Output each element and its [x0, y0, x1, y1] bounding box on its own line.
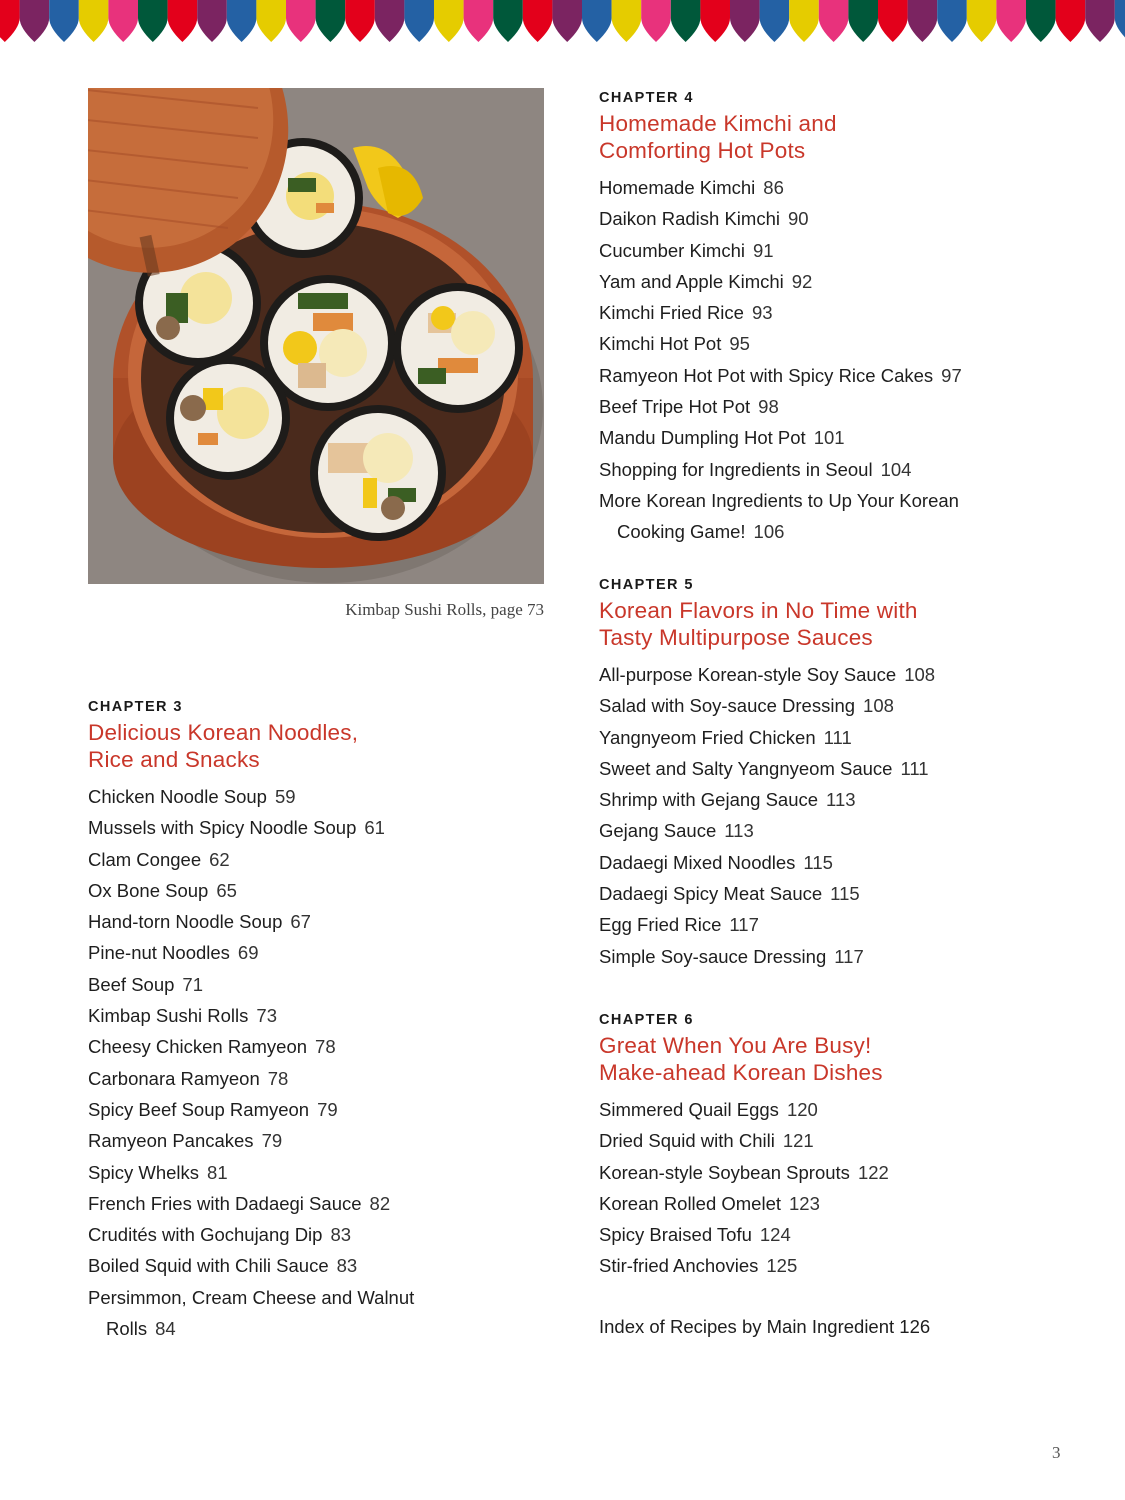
entry-title: Boiled Squid with Chili Sauce — [88, 1255, 329, 1277]
entry-title: Pine-nut Noodles — [88, 942, 230, 964]
entry-title: Crudités with Gochujang Dip — [88, 1224, 323, 1246]
toc-entry[interactable] — [599, 815, 1099, 846]
entry-title: Sweet and Salty Yangnyeom Sauce — [599, 757, 893, 779]
banner-scallop — [197, 0, 227, 42]
toc-entry[interactable] — [599, 454, 1099, 485]
entry-page: 115 — [830, 883, 860, 905]
toc-entry[interactable] — [88, 969, 558, 1000]
toc-entry[interactable] — [599, 847, 1099, 878]
banner-scallop — [1085, 0, 1115, 42]
toc-entry[interactable] — [88, 1282, 558, 1313]
entry-title: Mussels with Spicy Noodle Soup — [88, 817, 357, 839]
entry-page: 65 — [216, 879, 237, 901]
toc-entry[interactable] — [599, 878, 1099, 909]
entry-page: 113 — [724, 820, 754, 842]
entry-page: 101 — [813, 427, 845, 449]
banner-scallop — [20, 0, 50, 42]
toc-entry[interactable] — [599, 1250, 1099, 1281]
chapter-3-section — [88, 698, 558, 1344]
banner-scallop — [908, 0, 938, 42]
banner-scallop — [700, 0, 730, 42]
banner-scallop — [789, 0, 819, 42]
chapter-label: CHAPTER 6 — [599, 1012, 694, 1028]
entry-title: Shrimp with Gejang Sauce — [599, 789, 819, 811]
kimbap-photo — [88, 88, 544, 584]
chapter-title: Delicious Korean Noodles, Rice and Snacks — [88, 720, 359, 772]
toc-entry[interactable] — [599, 722, 1099, 753]
entry-title: Beef Soup — [88, 973, 175, 995]
banner-scallop — [671, 0, 701, 42]
banner-scallop — [434, 0, 464, 42]
page-number: 3 — [1052, 1443, 1061, 1462]
entry-page: 104 — [880, 458, 912, 480]
entry-title: Carbonara Ramyeon — [88, 1067, 260, 1089]
entry-page: 121 — [782, 1130, 814, 1152]
entry-title: Cheesy Chicken Ramyeon — [88, 1036, 308, 1058]
banner-scallop — [256, 0, 286, 42]
entry-page: 123 — [789, 1192, 820, 1214]
entry-title: Homemade Kimchi — [599, 177, 756, 198]
toc-entry[interactable] — [88, 812, 558, 843]
entry-page: 62 — [209, 848, 230, 870]
chapter-title: Great When You Are Busy! Make-ahead Korean Dishes — [599, 1033, 883, 1085]
entry-title: Spicy Braised Tofu — [599, 1224, 752, 1246]
entry-title: French Fries with Dadaegi Sauce — [88, 1192, 362, 1214]
entry-title: Spicy Whelks — [88, 1161, 200, 1183]
banner-scallop — [49, 0, 79, 42]
banner-scallop — [819, 0, 849, 42]
toc-entry[interactable] — [599, 297, 1099, 328]
entry-title: All-purpose Korean-style Soy Sauce — [599, 664, 897, 685]
chapter-label: CHAPTER 3 — [88, 699, 183, 715]
banner-scallop — [878, 0, 908, 42]
toc-entry[interactable] — [88, 1094, 558, 1125]
entry-title: Ox Bone Soup — [88, 879, 209, 901]
entry-page: 83 — [336, 1255, 358, 1277]
toc-entry[interactable] — [599, 753, 1099, 784]
entry-title: Ramyeon Pancakes — [88, 1130, 254, 1152]
toc-entry[interactable] — [599, 422, 1099, 453]
banner-scallop — [464, 0, 494, 42]
entry-title: Korean Rolled Omelet — [599, 1192, 782, 1214]
toc-entries — [88, 781, 558, 1344]
banner-scallop — [1115, 0, 1125, 42]
banner-scallop — [967, 0, 997, 42]
chapter-6-section — [599, 1011, 1099, 1282]
entry-title: Mandu Dumpling Hot Pot — [599, 427, 806, 449]
banner-scallop — [937, 0, 967, 42]
banner-scallop — [404, 0, 434, 42]
banner-scallop — [996, 0, 1026, 42]
entry-title: Persimmon, Cream Cheese and Walnut — [88, 1286, 415, 1308]
chapter-title: Homemade Kimchi and Comforting Hot Pots — [599, 111, 837, 163]
entry-page: 125 — [766, 1255, 798, 1277]
entry-title: Kimbap Sushi Rolls — [88, 1005, 249, 1027]
toc-entry[interactable] — [599, 328, 1099, 359]
entry-page: 82 — [369, 1192, 391, 1214]
entry-title: Kimchi Fried Rice — [599, 302, 744, 324]
entry-page: 92 — [791, 270, 813, 292]
entry-title: Beef Tripe Hot Pot — [599, 396, 751, 418]
banner-scallop — [730, 0, 760, 42]
toc-entry[interactable] — [88, 844, 558, 875]
entry-page: 78 — [315, 1036, 336, 1058]
entry-page: 98 — [758, 396, 779, 418]
photo-caption: Kimbap Sushi Rolls, page 73 — [345, 600, 544, 619]
entry-title: Dadaegi Spicy Meat Sauce — [599, 883, 823, 905]
chapter-label: CHAPTER 4 — [599, 90, 694, 106]
entry-title: Chicken Noodle Soup — [88, 786, 267, 807]
banner-scallop — [79, 0, 109, 42]
entry-title: Rolls — [106, 1318, 148, 1340]
entry-page: 93 — [751, 302, 773, 324]
entry-page: 71 — [182, 973, 203, 995]
toc-entry[interactable] — [88, 1125, 558, 1156]
banner-scallop — [108, 0, 138, 42]
toc-entry[interactable] — [599, 266, 1099, 297]
banner-scallop — [641, 0, 671, 42]
entry-page: 113 — [826, 789, 856, 811]
toc-entry[interactable] — [599, 172, 1099, 203]
toc-entry[interactable] — [599, 1157, 1099, 1188]
banner-scallop — [582, 0, 612, 42]
entry-title: Korean-style Soybean Sprouts — [599, 1161, 850, 1183]
toc-entry[interactable] — [599, 485, 1099, 516]
entry-title: Spicy Beef Soup Ramyeon — [88, 1098, 310, 1120]
entry-page: 108 — [863, 695, 894, 717]
toc-entry[interactable] — [599, 909, 1099, 940]
entry-title: Salad with Soy-sauce Dressing — [599, 695, 856, 717]
entry-title: Daikon Radish Kimchi — [599, 208, 780, 230]
entry-page: 84 — [155, 1318, 176, 1340]
entry-page: 61 — [364, 817, 385, 839]
banner-scallop — [375, 0, 405, 42]
entry-title: Ramyeon Hot Pot with Spicy Rice Cakes — [599, 364, 934, 386]
index-page: 126 — [899, 1316, 931, 1337]
banner-scallop — [316, 0, 346, 42]
entry-title: Hand-torn Noodle Soup — [88, 911, 283, 933]
toc-entry[interactable] — [599, 1188, 1099, 1219]
entry-page: 117 — [729, 914, 759, 936]
entry-title: Egg Fried Rice — [599, 914, 722, 936]
toc-entry[interactable] — [599, 1094, 1099, 1125]
entry-page: 86 — [763, 177, 784, 198]
entry-page: 120 — [786, 1099, 818, 1120]
entry-title: Dadaegi Mixed Noodles — [599, 851, 796, 873]
entry-page: 79 — [261, 1130, 283, 1152]
entry-title: Kimchi Hot Pot — [599, 333, 722, 355]
banner-scallop — [523, 0, 553, 42]
entry-page: 91 — [753, 239, 774, 261]
banner-scallop — [848, 0, 878, 42]
entry-page: 115 — [803, 851, 833, 873]
entry-title: Stir-fried Anchovies — [599, 1255, 759, 1277]
toc-entry[interactable] — [88, 781, 558, 812]
entry-page: 67 — [290, 911, 311, 933]
banner-scallop — [612, 0, 642, 42]
toc-entry[interactable] — [88, 1157, 558, 1188]
entry-page: 106 — [753, 521, 785, 543]
toc-entry[interactable] — [88, 1219, 558, 1250]
entry-page: 111 — [823, 726, 852, 748]
banner-scallop — [345, 0, 375, 42]
entry-page: 81 — [207, 1161, 228, 1183]
chapter-4-section — [599, 89, 1099, 548]
entry-page: 90 — [787, 208, 809, 230]
toc-entries — [599, 659, 1099, 972]
entry-title: Gejang Sauce — [599, 820, 717, 842]
entry-title: Cooking Game! — [617, 521, 746, 543]
index-title: Index of Recipes by Main Ingredient — [599, 1316, 895, 1337]
entry-title: Yam and Apple Kimchi — [599, 270, 784, 292]
banner-scallop — [493, 0, 523, 42]
banner-scallop — [1026, 0, 1056, 42]
entry-page: 111 — [900, 757, 929, 779]
toc-entry[interactable] — [88, 1063, 558, 1094]
toc-entry[interactable] — [88, 1188, 558, 1219]
chapter-title: Korean Flavors in No Time with Tasty Multipurpose Sauces — [599, 598, 918, 650]
toc-entry[interactable] — [599, 1219, 1099, 1250]
chapter-5-section — [599, 576, 1099, 972]
banner-scallop — [168, 0, 198, 42]
toc-entry[interactable] — [599, 391, 1099, 422]
entry-page: 83 — [330, 1224, 352, 1246]
entry-page: 69 — [237, 942, 259, 964]
entry-title: Simmered Quail Eggs — [599, 1099, 779, 1120]
toc-entry[interactable] — [599, 203, 1099, 234]
entry-title: Cucumber Kimchi — [599, 239, 745, 261]
entry-page: 59 — [274, 786, 296, 807]
toc-entry[interactable] — [599, 516, 1099, 547]
toc-entry[interactable] — [88, 1000, 558, 1031]
entry-title: Yangnyeom Fried Chicken — [599, 726, 816, 748]
banner-scallop — [552, 0, 582, 42]
toc-entry[interactable] — [88, 875, 558, 906]
toc-entry[interactable] — [599, 1125, 1099, 1156]
entry-title: Shopping for Ingredients in Seoul — [599, 458, 873, 480]
toc-entry[interactable] — [599, 784, 1099, 815]
entry-page: 122 — [857, 1161, 889, 1183]
banner-scallop — [760, 0, 790, 42]
toc-entry[interactable] — [88, 1313, 558, 1344]
banner-scallop — [1056, 0, 1086, 42]
banner-scallop — [0, 0, 20, 42]
entry-page: 108 — [904, 664, 936, 685]
decorative-scallop-banner — [0, 0, 1125, 44]
entry-page: 124 — [759, 1224, 791, 1246]
entry-page: 117 — [834, 945, 864, 967]
toc-entry[interactable] — [88, 1250, 558, 1281]
entry-title: Clam Congee — [88, 848, 202, 870]
entry-title: Dried Squid with Chili — [599, 1130, 775, 1152]
chapter-label: CHAPTER 5 — [599, 577, 694, 593]
toc-entry[interactable] — [88, 1031, 558, 1062]
banner-scallop — [227, 0, 257, 42]
toc-entries — [599, 1094, 1099, 1282]
toc-entry[interactable] — [599, 659, 1099, 690]
banner-scallop — [286, 0, 316, 42]
toc-entry[interactable] — [599, 941, 1099, 972]
toc-entry[interactable] — [599, 690, 1099, 721]
index-entry[interactable] — [599, 1316, 930, 1338]
entry-title: Simple Soy-sauce Dressing — [599, 945, 827, 967]
entry-page: 73 — [256, 1005, 277, 1027]
entry-page: 95 — [729, 333, 750, 355]
toc-entry[interactable] — [88, 906, 558, 937]
banner-scallop — [138, 0, 168, 42]
toc-entry[interactable] — [88, 937, 558, 968]
toc-entry[interactable] — [599, 360, 1099, 391]
entry-title: More Korean Ingredients to Up Your Korean — [599, 489, 959, 511]
toc-entries — [599, 172, 1099, 548]
entry-page: 79 — [317, 1098, 338, 1120]
toc-entry[interactable] — [599, 235, 1099, 266]
entry-page: 97 — [941, 364, 962, 386]
entry-page: 78 — [267, 1067, 289, 1089]
